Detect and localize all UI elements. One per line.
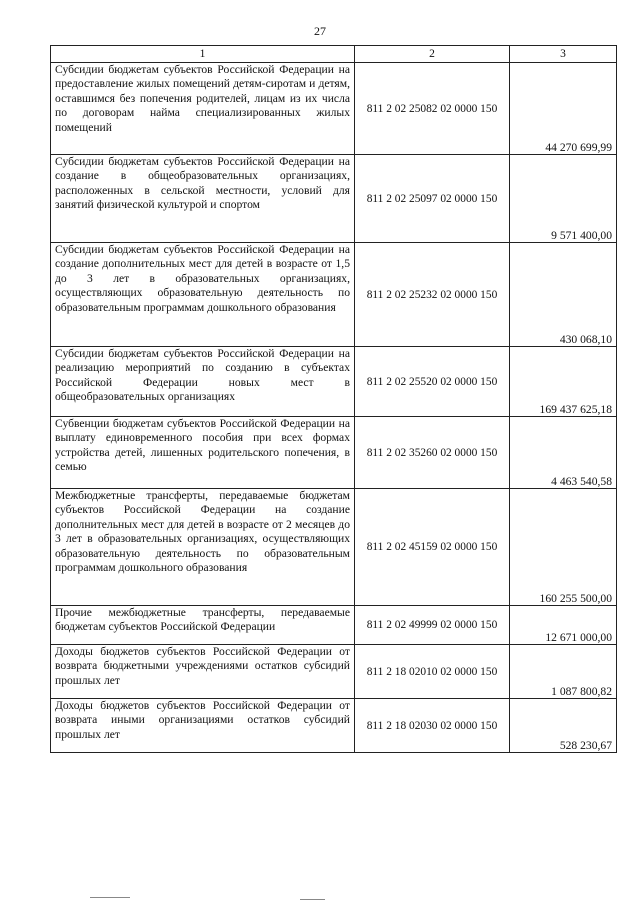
amount: 12 671 000,00 [510,606,617,645]
table-row [51,155,617,243]
budget-code: 811 2 02 25520 02 0000 150 [355,347,510,417]
page-number: 27 [314,24,326,38]
table-row [51,347,617,417]
table-row [51,63,617,155]
revenue-name: Субсидии бюджетам субъектов Российской Федерации на предоставление жилых помещений детям-сиротам и детям, оставшимся без попечения родителей, лицам из их числа по договорам найма специализированных жилых помещений [51,63,355,155]
budget-code: 811 2 02 49999 02 0000 150 [355,606,510,645]
revenue-name: Межбюджетные трансферты, передаваемые бюджетам субъектов Российской Федерации на создание дополнительных мест для детей в возрасте от 2 месяцев до 3 лет в образовательных организациях, осуществляющих образовательную деятельность по образовательным программам дошкольного образования [51,489,355,606]
column-header: 1 [51,46,355,63]
revenue-name: Субсидии бюджетам субъектов Российской Федерации на реализацию мероприятий по созданию в субъектах Российской Федерации новых мест в общеобразовательных организациях [51,347,355,417]
revenue-table [50,45,617,753]
amount: 44 270 699,99 [510,63,617,155]
revenue-name: Доходы бюджетов субъектов Российской Федерации от возврата бюджетными учреждениями остатков субсидий прошлых лет [51,645,355,699]
amount: 528 230,67 [510,699,617,753]
scan-mark [90,897,130,898]
revenue-name: Прочие межбюджетные трансферты, передаваемые бюджетам субъектов Российской Федерации [51,606,355,645]
budget-code: 811 2 18 02030 02 0000 150 [355,699,510,753]
revenue-name: Субсидии бюджетам субъектов Российской Федерации на создание дополнительных мест для детей в возрасте от 1,5 до 3 лет в образовательных организациях, осуществляющих образовательную деятельность по образовательным программам дошкольного образования [51,243,355,347]
budget-code: 811 2 02 25082 02 0000 150 [355,63,510,155]
budget-code: 811 2 02 25097 02 0000 150 [355,155,510,243]
revenue-name: Субсидии бюджетам субъектов Российской Федерации на создание в общеобразовательных организациях, расположенных в сельской местности, условий для занятий физической культурой и спортом [51,155,355,243]
amount: 4 463 540,58 [510,417,617,489]
table-row [51,699,617,753]
budget-code: 811 2 02 25232 02 0000 150 [355,243,510,347]
budget-code: 811 2 02 45159 02 0000 150 [355,489,510,606]
amount: 430 068,10 [510,243,617,347]
table-header-row [51,46,617,63]
amount: 169 437 625,18 [510,347,617,417]
table-row [51,417,617,489]
amount: 160 255 500,00 [510,489,617,606]
column-header: 3 [510,46,617,63]
revenue-name: Доходы бюджетов субъектов Российской Федерации от возврата иными организациями остатков субсидий прошлых лет [51,699,355,753]
table-row [51,489,617,606]
amount: 9 571 400,00 [510,155,617,243]
revenue-name: Субвенции бюджетам субъектов Российской Федерации на выплату единовременного пособия при всех формах устройства детей, лишенных родительского попечения, в семью [51,417,355,489]
table-row [51,606,617,645]
budget-code: 811 2 18 02010 02 0000 150 [355,645,510,699]
table-row [51,243,617,347]
table-row [51,645,617,699]
scan-mark [300,899,325,900]
column-header: 2 [355,46,510,63]
amount: 1 087 800,82 [510,645,617,699]
budget-code: 811 2 02 35260 02 0000 150 [355,417,510,489]
